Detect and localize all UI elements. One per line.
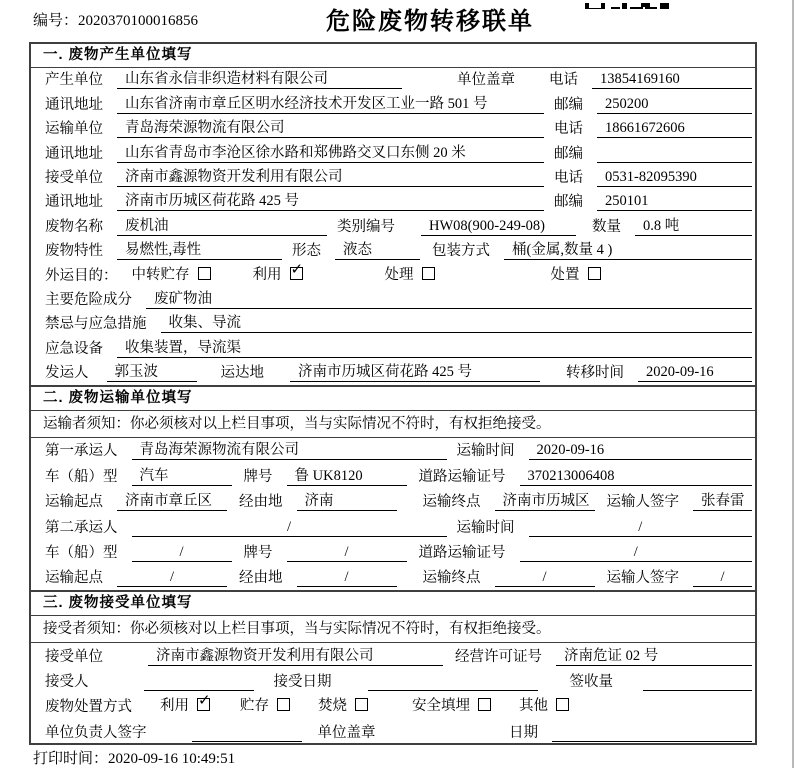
checkbox-field: [551, 263, 601, 284]
checkbox-unchecked: [478, 698, 491, 711]
field-label: 接受人: [45, 674, 89, 691]
gap: [397, 586, 411, 587]
checkbox-unchecked: [556, 698, 569, 711]
check-mark-icon: ✓: [198, 691, 211, 710]
field-value: 桶(金属,数量 4 ): [504, 241, 752, 260]
print-time-value: 2020-09-16 10:49:51: [108, 751, 236, 767]
field-label: 通讯地址: [45, 145, 103, 162]
field-label: 单位盖章: [457, 72, 515, 89]
field-value: 收集、导流: [161, 314, 753, 333]
checkbox-label: 安全填埋: [412, 698, 470, 715]
form-row: [31, 117, 755, 141]
field-value: 张春雷: [693, 492, 752, 511]
form-row: [31, 68, 755, 92]
field-value: 2020-09-16: [638, 363, 752, 382]
checkbox-field: [519, 694, 569, 715]
print-time: [33, 747, 235, 768]
field-value: 液态: [335, 241, 420, 260]
field-value: 250200: [597, 95, 752, 114]
field-label: 道路运输证号: [418, 468, 506, 485]
field-value: 废机油: [117, 217, 327, 236]
checkbox-field: [240, 694, 290, 715]
field-label: 类别编号: [337, 218, 395, 235]
form-row: [31, 214, 755, 238]
form-row: [31, 489, 755, 514]
field-label: 废物处置方式: [45, 699, 132, 716]
form-row: [31, 438, 755, 463]
field-label: 运输终点: [422, 570, 481, 587]
form-row: [31, 565, 755, 590]
field-label: 接受日期: [273, 674, 332, 691]
checkbox-label: 贮存: [240, 698, 269, 715]
field-value: 青岛海荣源物流有限公司: [117, 119, 544, 138]
field-value: 250101: [597, 192, 752, 211]
field-value: 收集装置，导流渠: [117, 339, 752, 358]
field-label: 形态: [292, 243, 321, 260]
form-row: [31, 166, 755, 190]
field-value: 济南市鑫源物资开发利用有限公司: [117, 168, 544, 187]
form-row: [31, 312, 755, 336]
field-value: 济南: [297, 492, 397, 511]
section-header: 三. 废物接受单位填写: [31, 592, 755, 616]
section-header: 一. 废物产生单位填写: [31, 44, 755, 68]
field-label: 道路运输证号: [418, 545, 506, 562]
field-label: 包装方式: [432, 243, 490, 260]
field-value: /: [287, 543, 407, 562]
checkbox-checked: [290, 259, 304, 280]
field-value: [192, 723, 302, 742]
field-value: [552, 723, 752, 742]
field-label: 主要危险成分: [45, 291, 132, 308]
checkbox-label: 焚烧: [318, 698, 347, 715]
form-row: [31, 190, 755, 214]
field-label: 接受单位: [45, 648, 103, 665]
field-value: /: [297, 568, 397, 587]
checkbox-label: 其他: [519, 698, 548, 715]
notice-row: [31, 411, 755, 438]
checkbox-field: [132, 263, 211, 284]
gap: [491, 715, 519, 716]
document-number: [33, 9, 198, 30]
field-label: 运输单位: [45, 121, 103, 138]
check-mark-icon: ✓: [290, 259, 304, 278]
section-3: [31, 590, 755, 744]
field-label: 邮编: [554, 96, 583, 113]
field-value: 山东省济南市章丘区明水经济技术开发区工业一路 501 号: [117, 95, 544, 114]
form-row: [31, 514, 755, 539]
gap: [103, 665, 148, 666]
field-label: 邮编: [554, 194, 583, 211]
field-value: 济南市历城区荷花路 425 号: [117, 192, 544, 211]
field-value: 济南危证 02 号: [556, 647, 752, 666]
gap: [147, 741, 192, 742]
field-value: /: [117, 568, 227, 587]
field-value: [643, 672, 752, 691]
field-value: 18661672606: [597, 119, 752, 138]
form-row: [31, 463, 755, 488]
field-label: 数量: [592, 218, 621, 235]
field-label: 电话: [554, 121, 583, 138]
field-value: /: [132, 543, 232, 562]
field-label: 产生单位: [45, 72, 103, 89]
field-label: 日期: [509, 724, 538, 741]
checkbox-checked: [197, 691, 211, 711]
field-value: /: [529, 518, 753, 537]
field-value: 济南市历城区荷花路 425 号: [290, 363, 540, 382]
field-label: 应急设备: [45, 340, 103, 357]
field-value: 废矿物油: [146, 290, 752, 309]
checkbox-unchecked: [588, 267, 601, 280]
field-label: 转移时间: [566, 365, 624, 382]
notice-text: 接受者须知：你必须核对以上栏目事项，当与实际情况不符时，有权拒绝接受。: [43, 621, 551, 638]
field-value: 济南市鑫源物资开发利用有限公司: [148, 647, 443, 666]
field-label: 电话: [554, 169, 583, 186]
field-value: /: [693, 568, 752, 587]
field-value: /: [132, 518, 447, 537]
field-value: 易燃性,毒性: [117, 241, 282, 260]
section-1: [31, 44, 755, 385]
form-row: [31, 540, 755, 565]
form-row: [31, 719, 755, 744]
field-value: 2020-09-16: [529, 441, 753, 460]
field-label: 外运目的：: [45, 267, 118, 284]
field-value: 13854169160: [592, 70, 752, 89]
checkbox-field: [385, 263, 435, 284]
field-value: 山东省青岛市李沧区徐水路和郑佛路交叉口东侧 20 米: [117, 144, 544, 163]
checkbox-label: 中转贮存: [131, 266, 190, 283]
field-value: HW08(900-249-08): [421, 217, 576, 236]
section-header: 二. 废物运输单位填写: [31, 387, 755, 411]
field-label: 签收量: [569, 674, 613, 691]
field-label: 禁忌与应急措施: [45, 316, 147, 333]
form-row: [31, 361, 755, 385]
gap: [89, 690, 144, 691]
field-label: 牌号: [243, 468, 273, 485]
gap: [435, 284, 551, 285]
field-label: 第一承运人: [45, 443, 118, 460]
field-label: 通讯地址: [45, 96, 103, 113]
field-label: 运达地: [220, 365, 264, 382]
field-label: 发运人: [45, 365, 89, 382]
field-label: 运输时间: [456, 519, 515, 536]
gap: [302, 741, 318, 742]
waste-transfer-form: [29, 42, 757, 745]
gap: [210, 715, 240, 716]
field-value: 郭玉波: [107, 363, 197, 382]
field-label: 单位盖章: [317, 724, 376, 741]
form-row: [31, 336, 755, 360]
field-label: 废物特性: [45, 243, 103, 260]
checkbox-label: 利用: [252, 266, 282, 283]
field-label: 运输人签字: [606, 494, 679, 511]
field-value: [368, 672, 538, 691]
form-row: [31, 643, 755, 668]
field-label: 废物名称: [45, 218, 103, 235]
field-value: [144, 672, 254, 691]
field-label: 运输起点: [45, 570, 103, 587]
checkbox-field: [318, 694, 368, 715]
checkbox-field: [252, 259, 304, 284]
checkbox-label: 处置: [550, 266, 580, 283]
page-right-edge: [792, 0, 794, 768]
field-label: 电话: [549, 72, 578, 89]
checkbox-unchecked: [422, 267, 435, 280]
field-value: 0.8 吨: [635, 217, 752, 236]
field-label: 牌号: [243, 545, 273, 562]
field-value: [597, 144, 752, 163]
gap: [368, 715, 412, 716]
field-label: 经由地: [239, 494, 283, 511]
gap: [290, 715, 318, 716]
qr-code-pattern: [585, 3, 669, 9]
checkbox-label: 利用: [160, 698, 189, 715]
checkbox-unchecked: [198, 267, 211, 280]
form-row: [31, 259, 755, 287]
print-time-label: 打印时间：: [33, 751, 109, 767]
qr-code-fragment: [585, 0, 669, 9]
form-row: [31, 691, 755, 719]
form-row: [31, 669, 755, 694]
field-value: /: [520, 543, 753, 562]
document-number-label: 编号：: [33, 13, 79, 29]
checkbox-label: 处理: [384, 266, 414, 283]
field-label: 单位负责人签字: [45, 724, 147, 741]
field-label: 运输人签字: [606, 570, 679, 587]
field-value: 0531-82095390: [597, 168, 752, 187]
field-value: 青岛海荣源物流有限公司: [132, 441, 447, 460]
field-label: 经由地: [239, 570, 283, 587]
field-label: 第二承运人: [45, 519, 118, 536]
field-value: 山东省永信非织造材料有限公司: [117, 70, 402, 89]
notice-row: [31, 616, 755, 643]
gap: [211, 284, 253, 285]
field-value: 鲁 UK8120: [287, 467, 407, 486]
field-label: 经营许可证号: [455, 648, 542, 665]
field-value: 济南市历城区: [495, 492, 595, 511]
field-label: 车（船）型: [45, 468, 118, 485]
gap: [303, 284, 385, 285]
field-label: 邮编: [554, 145, 583, 162]
form-row: [31, 92, 755, 116]
checkbox-unchecked: [355, 698, 368, 711]
form-row: [31, 288, 755, 312]
field-value: 济南市章丘区: [117, 492, 227, 511]
checkbox-field: [412, 694, 491, 715]
field-label: 运输时间: [456, 443, 515, 460]
field-label: 运输起点: [45, 494, 103, 511]
notice-text: 运输者须知：你必须核对以上栏目事项，当与实际情况不符时，有权拒绝接受。: [43, 416, 551, 433]
checkbox-unchecked: [277, 698, 290, 711]
field-value: /: [495, 568, 595, 587]
field-value: 370213006408: [520, 467, 753, 486]
field-label: 车（船）型: [45, 545, 118, 562]
field-label: 接受单位: [45, 169, 103, 186]
gap: [397, 510, 411, 511]
form-row: [31, 239, 755, 263]
field-label: 通讯地址: [45, 194, 103, 211]
field-label: 运输终点: [422, 494, 481, 511]
field-value: 汽车: [132, 467, 232, 486]
form-row: [31, 141, 755, 165]
section-2: [31, 385, 755, 590]
checkbox-field: [160, 691, 211, 715]
document-number-value: 2020370100016856: [78, 13, 199, 29]
page-title: 危险废物转移联单: [326, 8, 534, 35]
